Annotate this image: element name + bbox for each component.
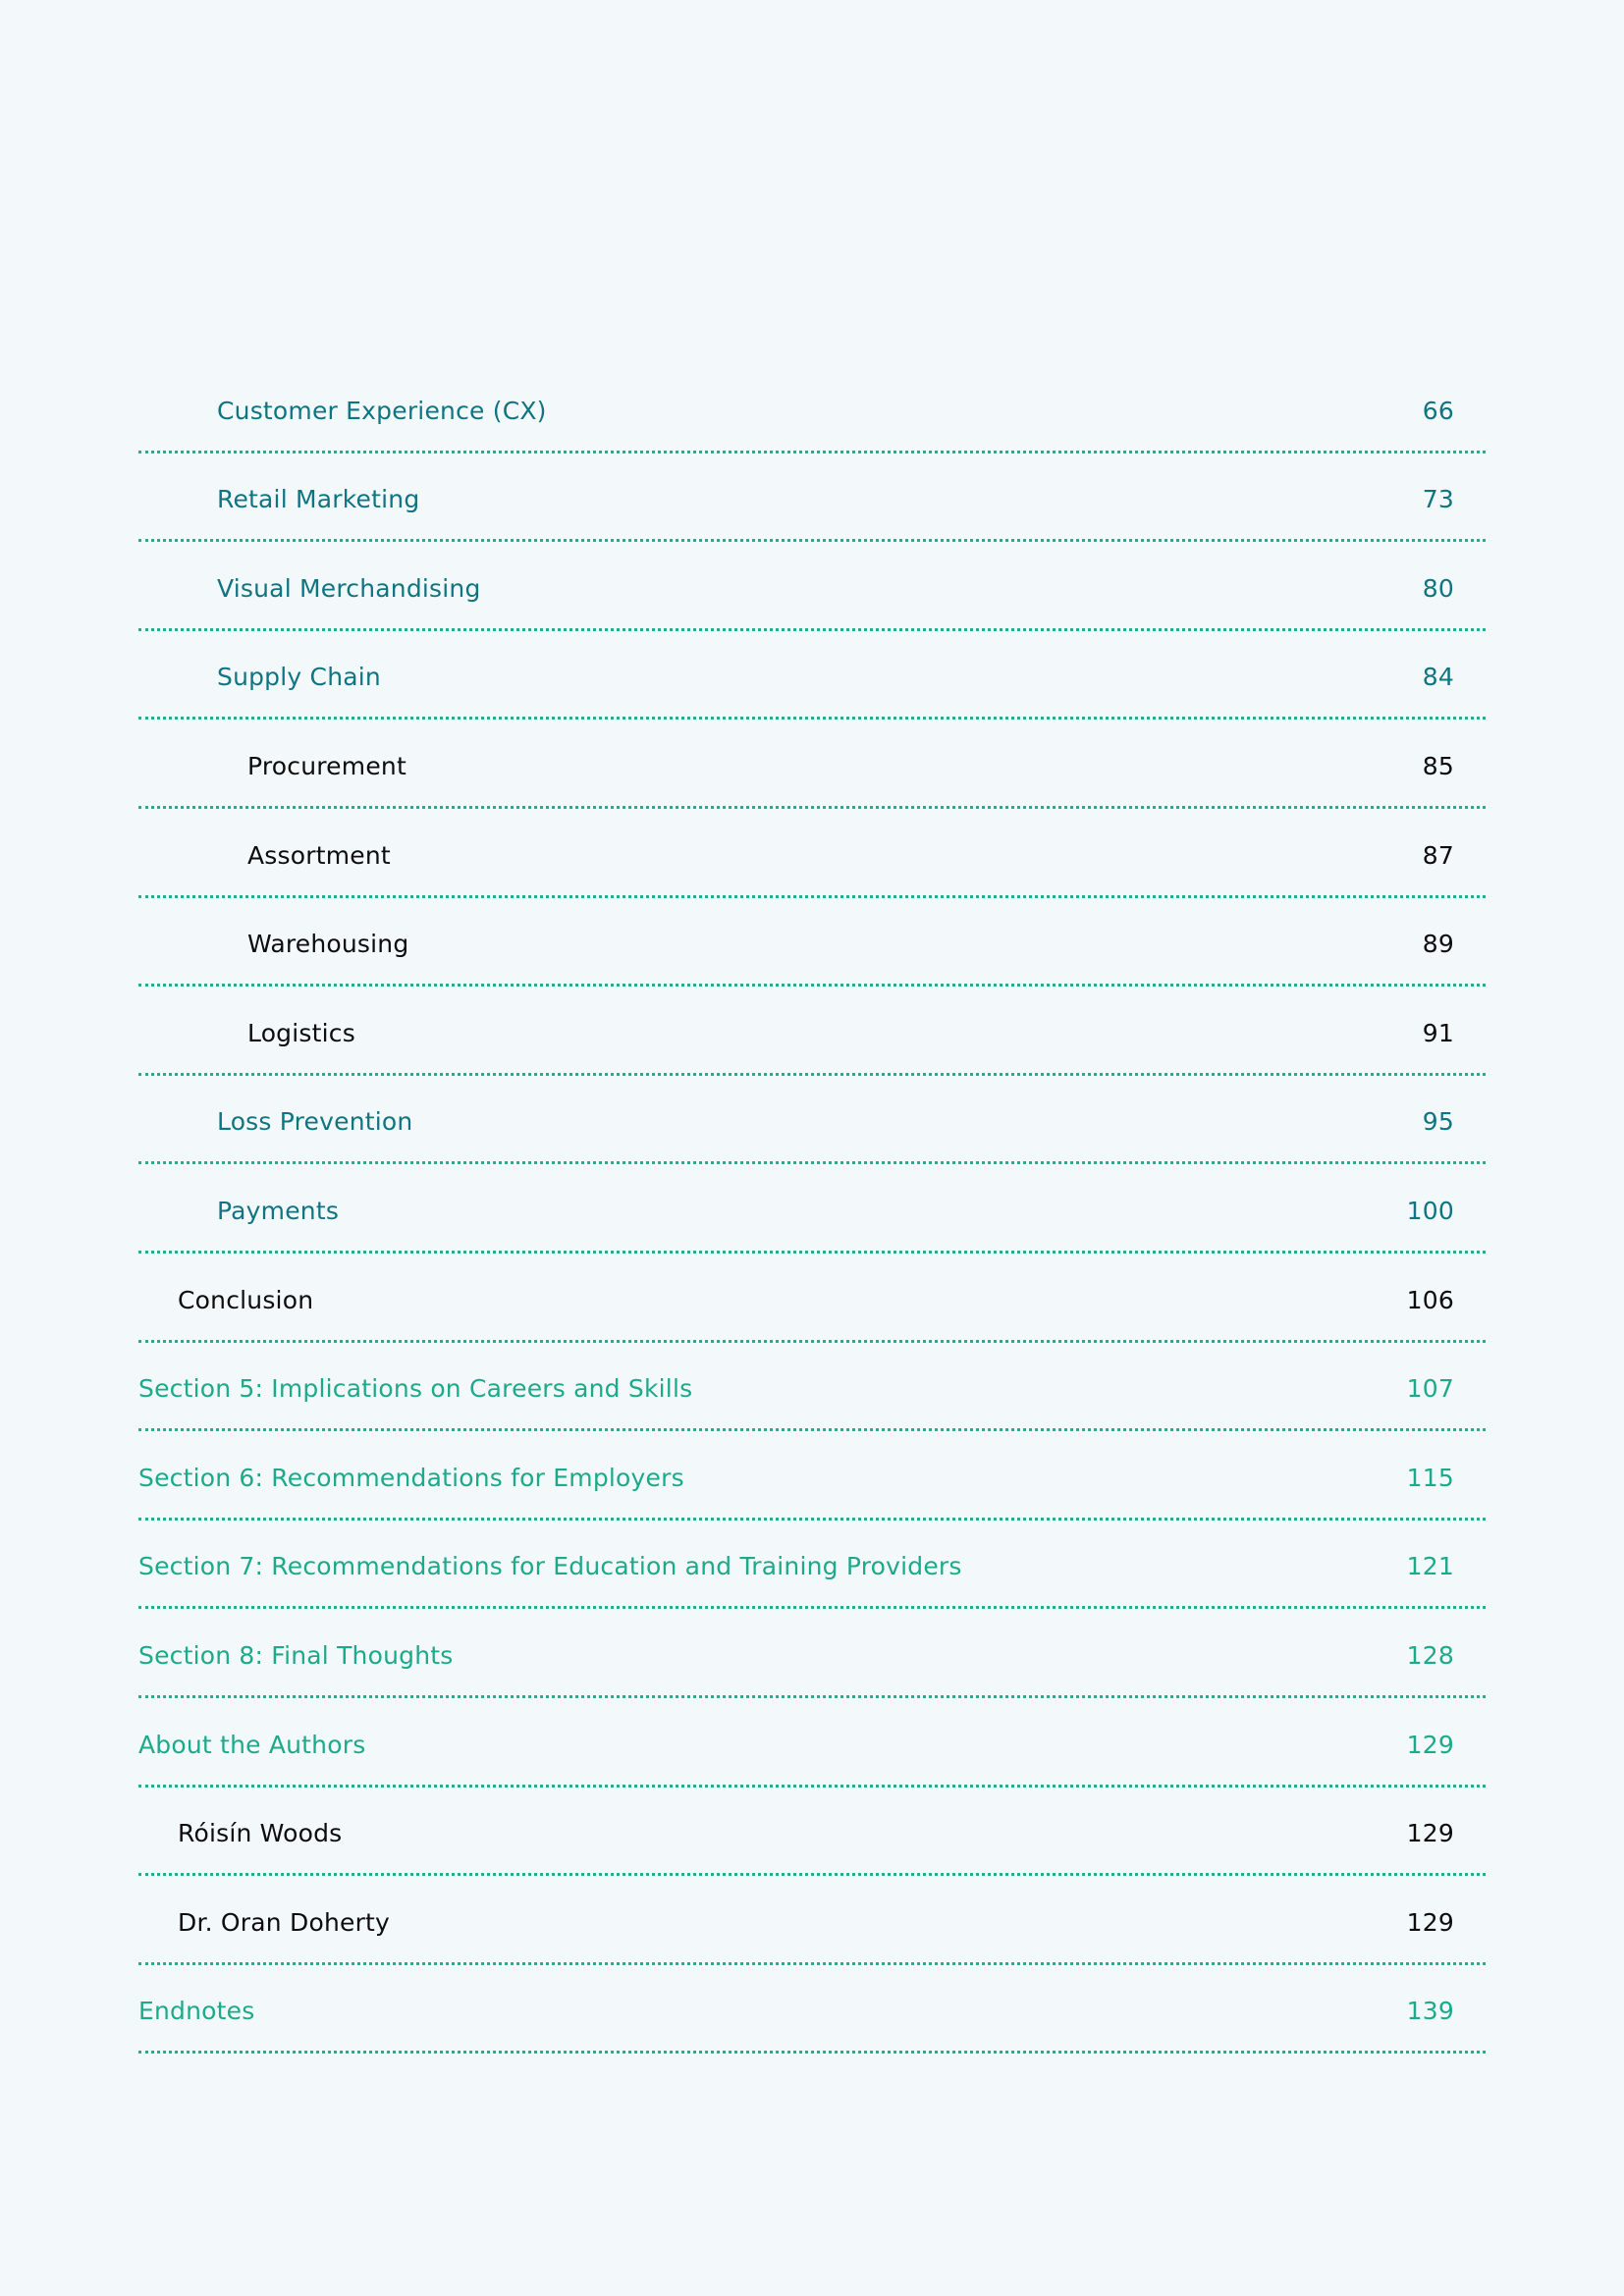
toc-entry-title: Dr. Oran Doherty: [178, 1907, 391, 1937]
toc-entry-page: 129: [1406, 1730, 1454, 1759]
toc-entry-page: 128: [1406, 1640, 1454, 1670]
toc-entry-title: Payments: [217, 1196, 340, 1225]
toc-entry-title: Visual Merchandising: [217, 573, 481, 603]
toc-entry-customer-experience[interactable]: [138, 364, 1486, 454]
toc-entry-page: 80: [1422, 573, 1454, 603]
toc-entry-endnotes[interactable]: [138, 1965, 1486, 2055]
toc-entry-page: 73: [1422, 485, 1454, 514]
toc-entry-page: 139: [1406, 1997, 1454, 2026]
toc-entry-warehousing[interactable]: [138, 898, 1486, 988]
toc-entry-title: Conclusion: [178, 1285, 314, 1314]
toc-entry-retail-marketing[interactable]: [138, 454, 1486, 543]
toc-entry-assortment[interactable]: [138, 809, 1486, 898]
toc-entry-title: Loss Prevention: [217, 1107, 413, 1137]
toc-entry-page: 85: [1422, 751, 1454, 780]
toc-entry-title: Logistics: [247, 1018, 355, 1047]
toc-entry-title: Supply Chain: [217, 663, 381, 692]
toc-entry-supply-chain[interactable]: [138, 631, 1486, 721]
toc-entry-roisin-woods[interactable]: [138, 1788, 1486, 1877]
toc-entry-page: 84: [1422, 663, 1454, 692]
toc-entry-section-5[interactable]: [138, 1343, 1486, 1432]
toc-entry-logistics[interactable]: [138, 987, 1486, 1076]
toc-entry-procurement[interactable]: [138, 720, 1486, 809]
toc-entry-page: 121: [1406, 1552, 1454, 1581]
toc-entry-title: Retail Marketing: [217, 485, 420, 514]
table-of-contents: [138, 364, 1486, 2054]
toc-entry-oran-doherty[interactable]: [138, 1876, 1486, 1965]
toc-entry-visual-merchandising[interactable]: [138, 542, 1486, 631]
toc-entry-section-8[interactable]: [138, 1609, 1486, 1698]
toc-entry-page: 100: [1406, 1196, 1454, 1225]
toc-entry-title: About the Authors: [138, 1730, 366, 1759]
toc-entry-conclusion[interactable]: [138, 1254, 1486, 1343]
toc-entry-payments[interactable]: [138, 1164, 1486, 1254]
toc-entry-section-7[interactable]: [138, 1521, 1486, 1610]
toc-entry-page: 66: [1422, 396, 1454, 425]
toc-entry-page: 95: [1422, 1107, 1454, 1137]
toc-entry-title: Section 8: Final Thoughts: [138, 1640, 454, 1670]
toc-entry-page: 91: [1422, 1018, 1454, 1047]
toc-entry-title: Section 5: Implications on Careers and Skills: [138, 1374, 693, 1404]
toc-entry-page: 87: [1422, 840, 1454, 870]
toc-entry-page: 115: [1406, 1463, 1454, 1492]
toc-entry-title: Endnotes: [138, 1997, 255, 2026]
toc-entry-page: 107: [1406, 1374, 1454, 1404]
toc-entry-section-6[interactable]: [138, 1431, 1486, 1521]
toc-entry-title: Customer Experience (CX): [217, 396, 547, 425]
toc-entry-loss-prevention[interactable]: [138, 1076, 1486, 1165]
toc-entry-title: Assortment: [247, 840, 391, 870]
toc-entry-title: Section 6: Recommendations for Employers: [138, 1463, 684, 1492]
toc-entry-title: Section 7: Recommendations for Education and Training Providers: [138, 1552, 962, 1581]
toc-entry-page: 89: [1422, 930, 1454, 959]
toc-entry-page: 106: [1406, 1285, 1454, 1314]
toc-entry-page: 129: [1406, 1907, 1454, 1937]
toc-entry-title: Róisín Woods: [178, 1819, 343, 1848]
toc-entry-page: 129: [1406, 1819, 1454, 1848]
toc-entry-title: Procurement: [247, 751, 406, 780]
toc-entry-about-the-authors[interactable]: [138, 1698, 1486, 1788]
toc-entry-title: Warehousing: [247, 930, 409, 959]
